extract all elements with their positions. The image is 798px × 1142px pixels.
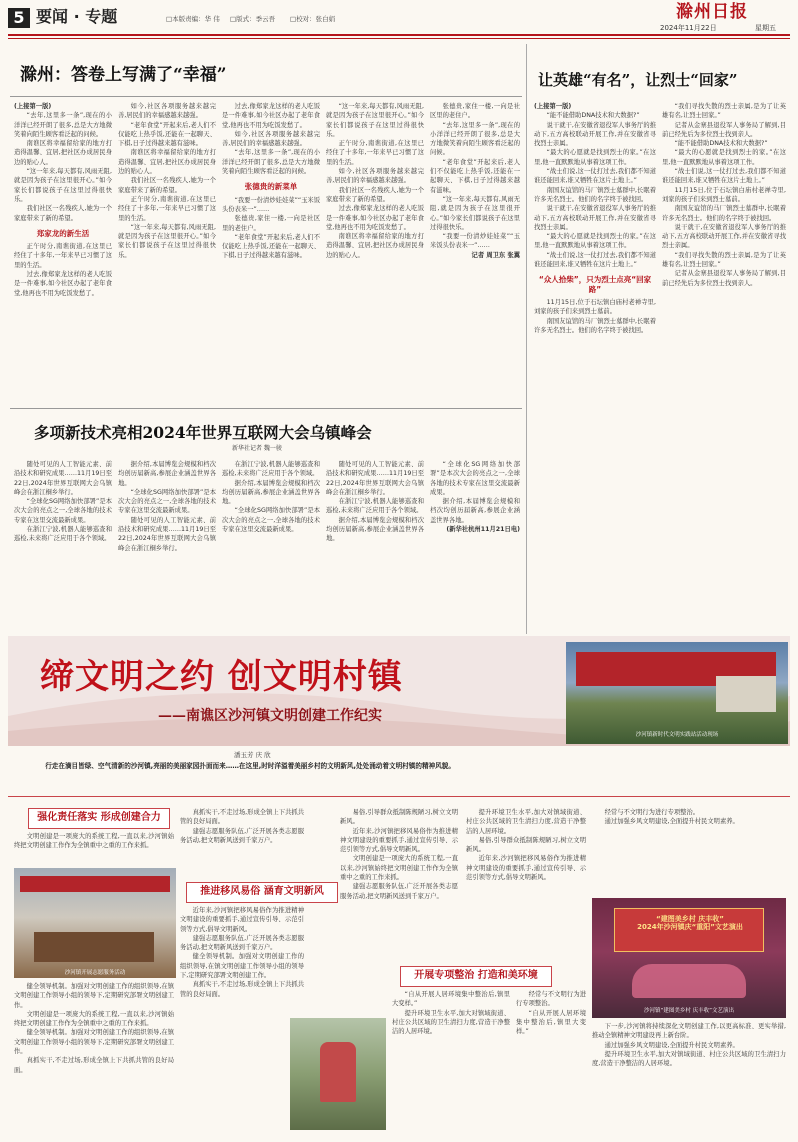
section4-column-1b — [14, 982, 174, 1132]
article1-paragraph: “这一年来,每天都有,风雨无阻,就是因为孩子在这里很开心。”如今家长们都说孩子在这里过得很快乐。 — [326, 103, 424, 138]
section4-paragraph: 建强志愿服务队伍,广泛开展各类志愿服务活动,把文明新风送到千家万户。 — [180, 827, 304, 844]
article1-subhead: 张德贵的新菜单 — [244, 182, 298, 192]
article3-paragraph: “全球化SG网络加快部署”是本次大会的亮点之一,全球各地的技术专家在这里交流最新成果。 — [222, 507, 320, 534]
banner-lead-box — [32, 762, 772, 792]
article1-column-2 — [118, 102, 216, 400]
article1-title: 滁州：答卷上写满了“幸福” — [20, 65, 227, 85]
section4-paragraph: 健全领导机制。加强对文明创建工作的组织领导,在镇文明创建工作领导小组的领导下,定期研究部署文明创建工作。 — [14, 1029, 174, 1056]
photo3-figure — [320, 1042, 356, 1102]
article2-paragraph: 记者从金寨县退役军人事务局了解到,目前已经先后为多位烈士找到亲人。 — [662, 121, 786, 138]
article2-paragraph: “最大的心愿就是找到烈士的家。”在这里,他一直默默地从事着这项工作。 — [534, 233, 656, 250]
issue-date: 2024年11月22日 — [660, 24, 717, 32]
article3-paragraph: “全球化SG网络加快部署”是本次大会的亮点之一,全球各地的技术专家在这里交流最新成果。 — [430, 461, 520, 496]
article2-paragraph: “能不能借助DNA技术和大数据?” — [546, 112, 640, 120]
article1-source: (上接第一版) — [14, 103, 52, 110]
article1-paragraph: “我要一份清炒娃娃菜”“玉米饭头份表米一”…… — [430, 233, 520, 250]
banner-lead-text: 行走在滴目皆绿、空气清新的沙河镇,亮丽的美丽家园扑面而来……在这里,时时洋溢着美丽乡村的文明新风,处处涌动着文明村镇的精神风貌。 — [45, 762, 455, 770]
banner-title: 缔文明之约 创文明村镇 — [40, 657, 403, 697]
article1-paragraph: “去年,这里多一条”,现在的小洋洋已经开朗了很多,总是大方地微笑着向陌生顾客看泛起的问候。 — [14, 112, 112, 138]
article2-paragraph: 11月15日,位于石坛镇白庙村老禅寺里,刘家的孩子们来到烈士墓前。 — [662, 186, 786, 203]
section4-paragraph: 经常与不文明行为进行专项整治。 — [604, 809, 700, 816]
photo1-banner-red — [20, 876, 170, 892]
article1-column-1 — [14, 102, 112, 400]
article1-column-5 — [430, 102, 520, 400]
section4-photo-2 — [592, 898, 786, 1018]
article2-column-2 — [662, 102, 786, 632]
article2-paragraph: 说干就干,在安徽省退役军人事务厅的推动下,五方高校联动开展工作,并在安徽省寻找烈士亲属。 — [534, 205, 656, 231]
article3-paragraph: 在浙江宁波,机器人能够巡查和巡检,未来将广泛应用于各个领域。 — [14, 526, 112, 543]
section4-paragraph: 真抓实干,不走过场,形成全镇上下共抓共管的良好局面。 — [180, 809, 304, 826]
banner-photo-building — [716, 676, 776, 712]
article1-paragraph: “这一年来,每天都有,风雨无阻,就是因为孩子在这里很开心。”如今家长们都说孩子在这里过得很快乐。 — [14, 168, 112, 203]
article3-paragraph: 在浙江宁波,机器人能够巡查和巡检,未来将广泛应用于各个领域。 — [222, 461, 320, 478]
article3-top-rule — [10, 408, 522, 409]
section4-paragraph: 提升环境卫生水平,加大对镇域街道、村庄公共区域的卫生清扫力度,营造干净整洁的人居环境。 — [392, 1009, 510, 1036]
article1-subhead: 郑家龙的新生活 — [36, 228, 90, 238]
article2-paragraph: 南国友谊馆的马厂镇烈士墓群中,长眠着许多无名烈士。他们的名字终于被找回。 — [534, 186, 656, 203]
keyword-box-3: 开展专项整治 打造和美环境 — [400, 966, 552, 987]
article2-paragraph: 南国友谊馆的马厂镇烈士墓群中,长眠着许多无名烈士。他们的名字终于被找回。 — [534, 317, 656, 334]
article3-paragraph: 据介绍,本届博览会规模和档次均创历届新高,参展企业涵盖世界各地。 — [118, 461, 216, 487]
article1-paragraph: “去年,这里多一条”,现在的小洋洋已经开朗了很多,总是大方地微笑着向陌生顾客看泛起的问候。 — [430, 121, 520, 157]
section4-paragraph: 健全领导机制。加强对文明创建工作的组织领导,在镇文明创建工作领导小组的领导下,定期研究部署文明创建工作。 — [180, 953, 304, 980]
column-divider — [526, 44, 527, 634]
banner-subtitle: ——南谯区沙河镇文明创建工作纪实 — [158, 708, 382, 724]
section4-column-2 — [180, 808, 304, 876]
article3-footer: (新华社杭州11月21日电) — [446, 526, 520, 534]
section4-column-4 — [466, 808, 586, 962]
article2-paragraph: 说干就干,在安徽省退役军人事务厅的推动下,五方高校联动开展工作,并在安徽省寻找烈士亲属。 — [662, 223, 786, 250]
section4-column-4b — [516, 990, 586, 1132]
article3-column-5 — [430, 460, 520, 632]
article1-paragraph: “这一年来,每天都有,风雨无阻,就是因为孩子在这里很开心。”如今家长们都说孩子在这里过得很快乐。 — [118, 223, 216, 259]
article2-column-1 — [534, 102, 656, 632]
masthead-rule-thin — [8, 38, 790, 39]
article1-paragraph: 过去,像郑家龙这样的老人吃饭是一件难事,如今社区办起了老年食堂,他再也不用为吃饭发愁了。 — [326, 205, 424, 231]
banner — [8, 636, 790, 746]
article3-paragraph: 据介绍,本届博览会规模和档次均创历届新高,参展企业涵盖世界各地。 — [222, 479, 320, 506]
article1-paragraph: “去年,这里多一条”,现在的小洋洋已经开朗了很多,总是大方地微笑着向陌生顾客看泛起的问候。 — [222, 149, 320, 176]
banner-photo — [566, 642, 788, 744]
section4-paragraph: 文明创建是一项庞大的系统工程,一直以来,沙河镇始终把文明创建工作作为全镇重中之重的工作来抓。 — [14, 1010, 174, 1028]
article3-paragraph: 据介绍,本届博览会规模和档次均创历届新高,参展企业涵盖世界各地。 — [326, 516, 424, 543]
section4-paragraph: 易俗,引导群众抵制陈规陋习,树立文明新风。 — [340, 809, 458, 826]
section4-paragraph: 文明创建是一项庞大的系统工程,一直以来,沙河镇始终把文明创建工作作为全镇重中之重的工作来抓。 — [14, 833, 174, 850]
photo1-table — [34, 932, 154, 962]
article2-paragraph: 南国友谊馆的马厂镇烈士墓群中,长眠着许多无名烈士。他们的名字终于被找回。 — [662, 205, 786, 222]
layout-credit: □版式：季云吾 — [230, 15, 276, 23]
section4-paragraph: 真抓实干,不走过场,形成全镇上下共抓共管的良好局面。 — [14, 1057, 174, 1074]
section4-column-1 — [14, 832, 174, 866]
article1-paragraph: “这一年来,每天都有,风雨无阻,就是因为孩子在这里很开心。”如今家长们都说孩子在这里过得很快乐。 — [430, 195, 520, 231]
section4-paragraph: 建强志愿服务队伍,广泛开展各类志愿服务活动,把文明新风送到千家万户。 — [180, 934, 304, 952]
article3-paragraph: 随处可见的人工智能元素、前沿技术和研究成果……11月19日至22日,2024年世界互联网大会乌镇峰会在浙江桐乡举行。 — [14, 461, 112, 496]
banner-photo-caption: 沙河镇新时代文明实践站活动现场 — [635, 732, 719, 738]
keyword-box-1: 强化责任落实 形成创建合力 — [28, 808, 170, 829]
page-number-box — [8, 8, 30, 28]
article3-column-3 — [222, 460, 320, 632]
article2-source: (上接第一版) — [534, 103, 572, 110]
article2-paragraph: “我们寻找失散的烈士亲属,是为了让英雄有名,让烈士回家。” — [662, 251, 786, 269]
article1-column-4 — [326, 102, 424, 400]
section4-paragraph: 文明创建是一项庞大的系统工程,一直以来,沙河镇始终把文明创建工作作为全镇重中之重的工作来抓。 — [340, 855, 458, 882]
photo2-performers — [632, 964, 746, 998]
article1-paragraph: “老年食堂”开起来后,老人们不仅能吃上热乎饭,还能在一起聊天、下棋,日子过得越来越有滋味。 — [118, 121, 216, 148]
article1-paragraph: 张德贵,家住一楼,一向是社区里的老住户。 — [222, 215, 320, 232]
page-number: 5 — [13, 8, 25, 27]
article2-paragraph: “我们寻找失散的烈士亲属,是为了让英雄有名,让烈士回家。” — [662, 103, 786, 120]
article2-paragraph: “最大的心愿就是找到烈士的家。”在这里,他一直默默地从事着这项工作。 — [662, 149, 786, 166]
section4-photo-1 — [14, 868, 176, 978]
section4-paragraph: 健全领导机制。加强对文明创建工作的组织领导,在镇文明创建工作领导小组的领导下,定期研究部署文明创建工作。 — [14, 983, 174, 1009]
section4-photo-3 — [290, 1018, 386, 1130]
photo2-stage-screen — [614, 908, 764, 952]
section4-paragraph: 通过加强乡风文明建设,全面提升村民文明素养。 — [604, 1041, 739, 1049]
article1-title-rule — [10, 96, 522, 97]
banner-lead — [32, 762, 772, 792]
section4-paragraph: “自从开展人居环境集中整治后,镇里大变样。” — [516, 1009, 586, 1036]
section4-paragraph: 近年来,沙河镇把移风易俗作为推进精神文明建设的重要抓手,通过宣传引导、示范引领等方式,倡导文明新风。 — [466, 855, 586, 882]
article1-paragraph: 我们社区一名残疾人,她为一个家庭带来了新的希望。 — [118, 177, 216, 194]
section4-column-5b — [592, 1022, 786, 1132]
article1-paragraph: 如今,社区各项服务越来越完善,居民们的幸福感越来越强。 — [326, 168, 424, 185]
section4-paragraph: 提升环境卫生水平,加大对镇域街道、村庄公共区域的卫生清扫力度,营造干净整洁的人居环境。 — [592, 1050, 786, 1068]
photo2-caption: 沙河镇“建图美乡村 庆丰收”文艺演出 — [644, 1008, 734, 1014]
article2-paragraph: 记者从金寨县退役军人事务局了解到,目前已经先后为多位烈士找到亲人。 — [662, 270, 786, 287]
issue-weekday: 星期五 — [755, 24, 776, 32]
article1-paragraph: 如今,社区各项服务越来越完善,居民们的幸福感越来越强。 — [222, 130, 320, 148]
article3-title: 多项新技术亮相2024年世界互联网大会乌镇峰会 — [34, 423, 372, 442]
article1-paragraph: “我要一份清炒娃娃菜”“玉米饭头份表米一”…… — [222, 196, 320, 213]
article2-paragraph: 说干就干,在安徽省退役军人事务厅的推动下,五方高校联动开展工作,并在安徽省寻找烈士亲属。 — [534, 121, 656, 148]
article3-byline: 新华社记者 魏一骏 — [232, 445, 282, 452]
section4-column-3 — [340, 808, 458, 958]
section4-paragraph: 真抓实干,不走过场,形成全镇上下共抓共管的良好局面。 — [180, 981, 304, 998]
section4-paragraph: 下一步,沙河镇将持续深化文明创建工作,以更高标准、更实举措,推动全镇精神文明建设再上新台阶。 — [592, 1023, 786, 1040]
article2-subhead: “众人拾柴”，只为烈士点亮“回家路” — [538, 275, 652, 294]
article1-paragraph: 我们社区一名残疾人,她为一个家庭带来了新的希望。 — [326, 186, 424, 203]
article1-paragraph: 张德贵,家住一楼,一向是社区里的老住户。 — [430, 103, 520, 120]
article2-paragraph: “能不能借助DNA技术和大数据?” — [674, 140, 768, 148]
article3-column-4 — [326, 460, 424, 632]
editor-credit: □本版责编：华 伟 — [166, 15, 220, 23]
article3-column-2 — [118, 460, 216, 632]
article3-paragraph: “全球化SG网络加快部署”是本次大会的亮点之一,全球各地的技术专家在这里交流最新成果。 — [118, 488, 216, 515]
article1-paragraph: 正午时分,南谯街道,在这里已经住了十多年,一年来早已习惯了这里的生活。 — [326, 140, 424, 166]
article2-paragraph: “战士们说,这一仗打过去,我们都不知道谁还能回来,谁又牺牲在这片土地上。” — [662, 168, 786, 185]
article1-paragraph: 正午时分,南谯街道,在这里已经住了十多年,一年来早已习惯了这里的生活。 — [14, 243, 112, 269]
article1-byline: 记者 周卫东 张翼 — [471, 251, 520, 259]
article1-paragraph: “老年食堂”开起来后,老人们不仅能吃上热乎饭,还能在一起聊天、下棋,日子过得越来越有滋味。 — [222, 233, 320, 260]
article1-column-3 — [222, 102, 320, 400]
article1-paragraph: 我们社区一名残疾人,她为一个家庭带来了新的希望。 — [14, 205, 112, 222]
section-title: 要闻 · 专题 — [36, 7, 118, 26]
article2-paragraph: “最大的心愿就是找到烈士的家。”在这里,他一直默默地从事着这项工作。 — [534, 149, 656, 166]
section4-paragraph: “自从开展人居环境集中整治后,镇里大变样。” — [392, 991, 510, 1008]
article1-paragraph: 过去,像郑家龙这样的老人吃饭是一件难事,如今社区办起了老年食堂,他再也不用为吃饭发愁了。 — [222, 103, 320, 129]
article2-title: 让英雄“有名”，让烈士“回家” — [538, 71, 738, 89]
article3-paragraph: 在浙江宁波,机器人能够巡查和巡检,未来将广泛应用于各个领域。 — [326, 498, 424, 515]
article3-paragraph: “全球化SG网络加快部署”是本次大会的亮点之一,全球各地的技术专家在这里交流最新成果。 — [14, 498, 112, 524]
keyword-box-2: 推进移风易俗 涵育文明新风 — [186, 882, 338, 903]
article3-paragraph: 随处可见的人工智能元素、前沿技术和研究成果……11月19日至22日,2024年世界互联网大会乌镇峰会在浙江桐乡举行。 — [118, 516, 216, 552]
section4-paragraph: 提升环境卫生水平,加大对镇域街道、村庄公共区域的卫生清扫力度,营造干净整洁的人居环境。 — [466, 809, 586, 835]
article1-paragraph: 如今,社区各项服务越来越完善,居民们的幸福感越来越强。 — [118, 103, 216, 120]
section4-column-3b — [392, 990, 510, 1132]
article2-paragraph: “战士们说,这一仗打过去,我们都不知道谁还能回来,谁又牺牲在这片土地上。” — [534, 168, 656, 185]
article1-paragraph: 过去,像郑家龙这样的老人吃饭是一件难事,如今社区办起了老年食堂,他再也不用为吃饭发愁了。 — [14, 271, 112, 297]
article2-paragraph: 11月15日,位于石坛镇白庙村老禅寺里,刘家的孩子们来到烈士墓前。 — [534, 298, 656, 316]
lower-rule — [8, 796, 790, 797]
masthead-rule — [8, 34, 790, 36]
section4-column-2b — [180, 906, 304, 1132]
article1-paragraph: 南谯区将幸福留给家的地方打造得温馨、宜居,把社区办成居民身边的贴心人。 — [14, 140, 112, 166]
article1-paragraph: 南谯区将幸福留给家的地方打造得温馨、宜居,把社区办成居民身边的贴心人。 — [326, 233, 424, 259]
section4-paragraph: 易俗,引导群众抵制陈规陋习,树立文明新风。 — [466, 836, 586, 854]
newspaper-name: 滁州日报 — [676, 2, 748, 22]
proofreader-credit: □校对：张白娟 — [290, 15, 336, 23]
section4-paragraph: 建强志愿服务队伍,广泛开展各类志愿服务活动,把文明新风送到千家万户。 — [340, 883, 458, 900]
article1-paragraph: 正午时分,南谯街道,在这里已经住了十多年,一年来早已习惯了这里的生活。 — [118, 195, 216, 222]
masthead — [0, 0, 798, 34]
section4-paragraph: 近年来,沙河镇把移风易俗作为推进精神文明建设的重要抓手,通过宣传引导、示范引领等方式,倡导文明新风。 — [340, 827, 458, 854]
article2-paragraph: “战士们说,这一仗打过去,我们都不知道谁还能回来,谁又牺牲在这片土地上。” — [534, 251, 656, 269]
article3-paragraph: 据介绍,本届博览会规模和档次均创历届新高,参展企业涵盖世界各地。 — [430, 498, 520, 524]
article3-column-1 — [14, 460, 112, 632]
photo2-stage-text: “建图美乡村 庆丰收” 2024年沙河镇庆“重阳”文艺演出 — [637, 915, 743, 932]
section4-paragraph: 近年来,沙河镇把移风易俗作为推进精神文明建设的重要抓手,通过宣传引导、示范引领等方式,倡导文明新风。 — [180, 907, 304, 933]
photo1-caption: 沙河镇开展志愿服务活动 — [64, 970, 126, 976]
article1-paragraph: “老年食堂”开起来后,老人们不仅能吃上热乎饭,还能在一起聊天、下棋,日子过得越来越有滋味。 — [430, 158, 520, 194]
banner-byline: 潘玉芳 庆 欣 — [234, 751, 271, 759]
article3-paragraph: 随处可见的人工智能元素、前沿技术和研究成果……11月19日至22日,2024年世界互联网大会乌镇峰会在浙江桐乡举行。 — [326, 461, 424, 496]
article1-paragraph: 南谯区将幸福留给家的地方打造得温馨、宜居,把社区办成居民身边的贴心人。 — [118, 149, 216, 176]
section4-column-5 — [592, 808, 786, 894]
section4-paragraph: 通过加强乡风文明建设,全面提升村民文明素养。 — [604, 818, 739, 826]
section4-paragraph: 经常与不文明行为进行专项整治。 — [516, 991, 586, 1008]
